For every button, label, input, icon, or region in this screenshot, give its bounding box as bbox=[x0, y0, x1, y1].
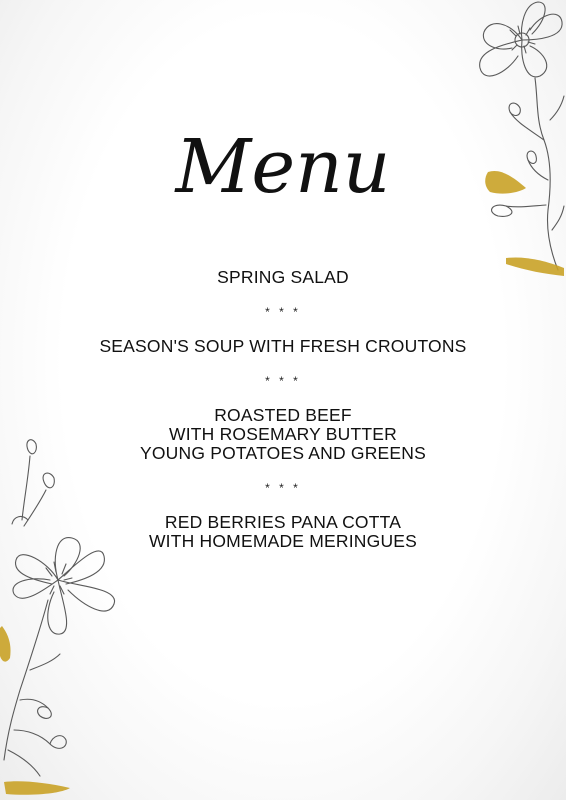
course-list bbox=[0, 268, 566, 551]
course-item bbox=[0, 406, 566, 463]
course-line: WITH ROSEMARY BUTTER bbox=[169, 424, 397, 444]
course-line: WITH HOMEMADE MERINGUES bbox=[148, 531, 418, 551]
course-line: SPRING SALAD bbox=[217, 267, 349, 287]
course-line: ROASTED BEEF bbox=[214, 405, 352, 425]
course-line: YOUNG POTATOES AND GREENS bbox=[139, 443, 427, 463]
menu-title-text: Menu bbox=[175, 124, 391, 210]
course-separator: * * * bbox=[265, 374, 301, 388]
course-item bbox=[0, 337, 566, 356]
course-separator: * * * bbox=[265, 481, 301, 495]
menu-title bbox=[0, 112, 566, 222]
course-item bbox=[0, 268, 566, 287]
course-line: SEASON'S SOUP WITH FRESH CROUTONS bbox=[99, 336, 467, 356]
course-line: RED BERRIES PANA COTTA bbox=[164, 512, 402, 532]
course-item bbox=[0, 513, 566, 551]
course-separator: * * * bbox=[265, 305, 301, 319]
